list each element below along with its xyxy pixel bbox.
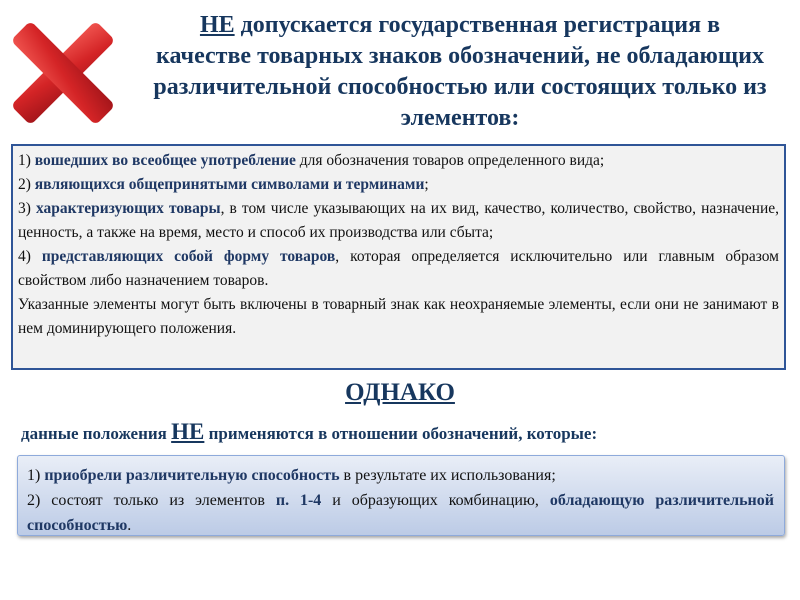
list-item: 1) вошедших во всеобщее употребление для обозначения товаров определенного вида;	[18, 152, 605, 169]
list-item: 2) состоят только из элементов п. 1-4 и образующих комбинацию, обладающую различительной способностью.	[27, 492, 774, 534]
subtitle: данные положения НЕ применяются в отношении обозначений, которые:	[21, 419, 598, 444]
note-text: Указанные элементы могут быть включены в товарный знак как неохраняемые элементы, если они не занимают в нем доминирующего положения.	[18, 296, 779, 337]
list-item: 2) являющихся общепринятыми символами и терминами;	[18, 176, 429, 193]
list-item: 1) приобрели различительную способность в результате их использования;	[27, 467, 556, 484]
exceptions-box	[17, 455, 785, 536]
restrictions-box	[11, 144, 786, 370]
list-item: 4) представляющих собой форму товаров, которая определяется исключительно или главным образом свойством либо назначением товаров.	[18, 248, 779, 289]
red-cross-icon	[8, 14, 118, 132]
list-item: 3) характеризующих товары, в том числе указывающих на их вид, качество, количество, свойство, назначение, ценность, а также на время, место и способ их производства или сбыта;	[18, 200, 779, 241]
slide-title	[150, 10, 770, 134]
subtitle-ne: НЕ	[171, 419, 205, 444]
title-ne: НЕ	[199, 12, 235, 38]
title-text: допускается государственная регистрация в качестве товарных знаков обозначений, не обладающих различительной способностью или состоящих только из элементов:	[153, 12, 767, 131]
odnako-heading: ОДНАКО	[345, 379, 455, 406]
